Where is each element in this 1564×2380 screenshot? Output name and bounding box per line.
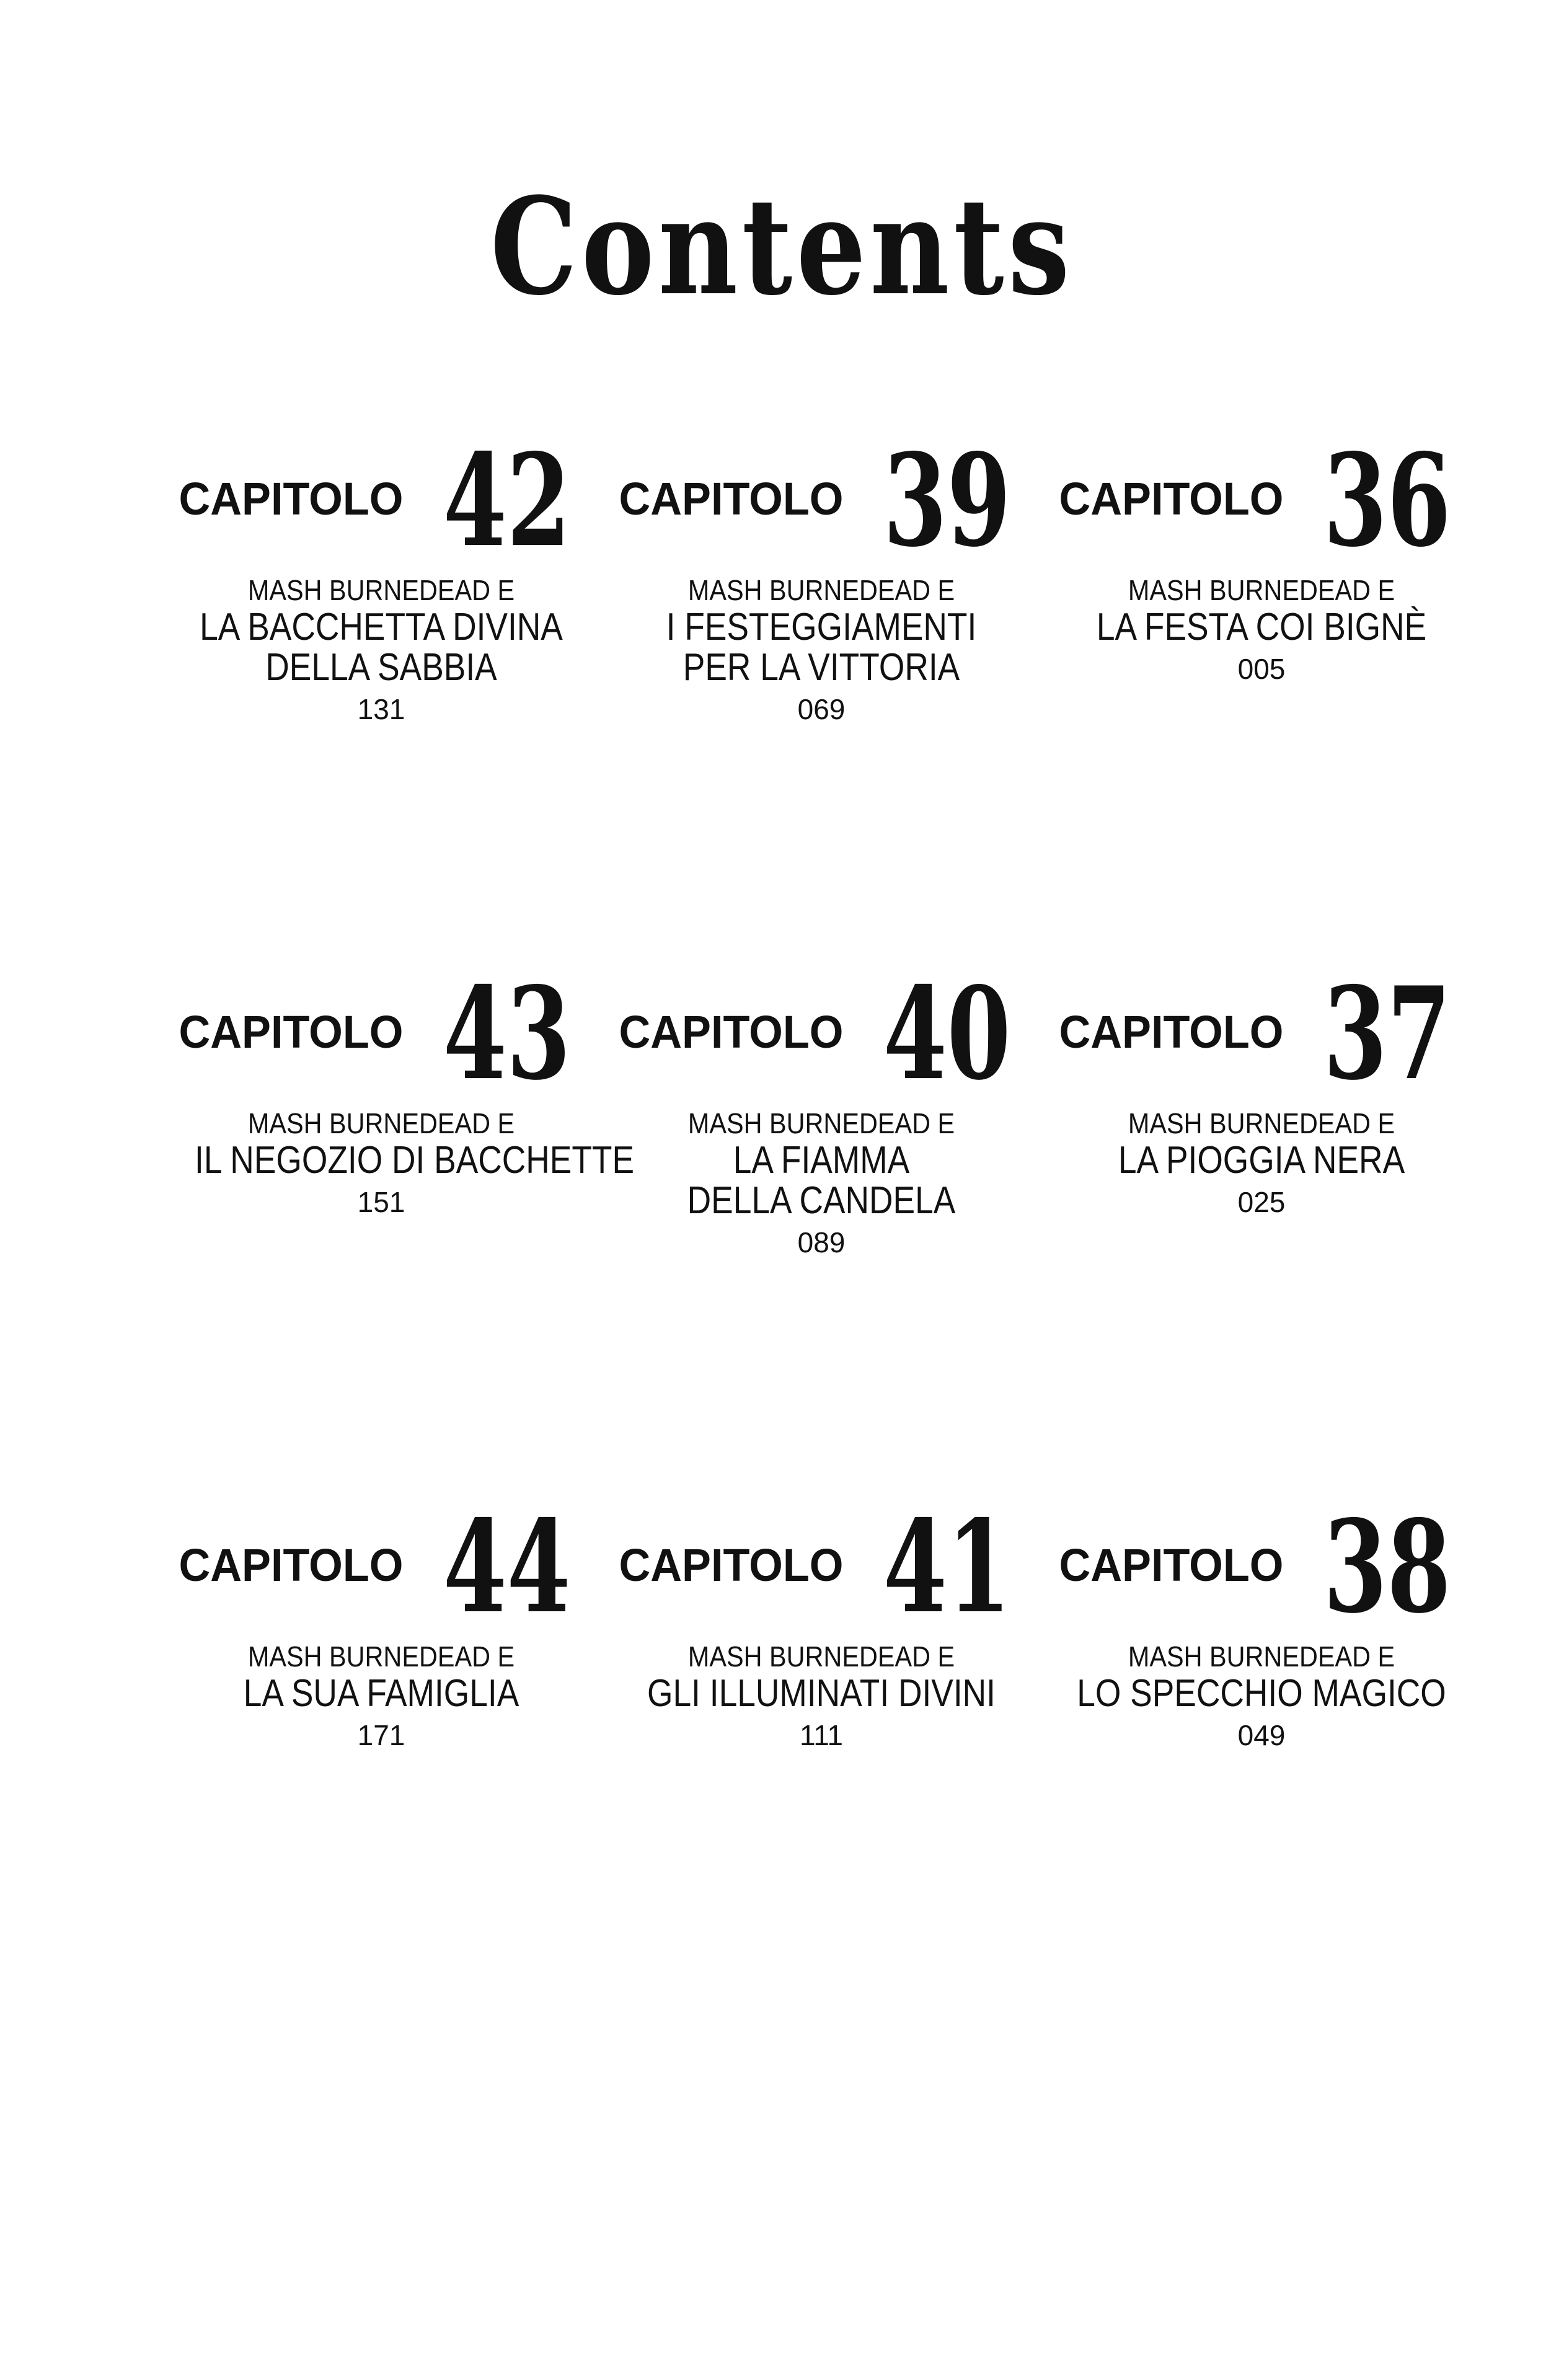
chapter-number: 38: [1323, 1492, 1451, 1642]
chapter-heading: [604, 959, 1038, 1108]
chapter-heading: [164, 426, 598, 575]
chapter-entry-41[interactable]: [604, 1492, 1038, 1751]
chapter-subtitle: MASH BURNEDEAD E: [687, 574, 955, 606]
chapter-label: CAPITOLO: [619, 1006, 844, 1058]
chapter-title-line: IL NEGOZIO DI BACCHETTE: [195, 1138, 635, 1182]
chapter-page-number: 089: [797, 1226, 846, 1259]
chapter-subtitle: MASH BURNEDEAD E: [687, 1107, 955, 1139]
chapter-number: 44: [443, 1492, 571, 1642]
chapter-title-line: LA PIOGGIA NERA: [1118, 1138, 1405, 1182]
chapter-heading: [604, 1492, 1038, 1642]
chapter-title-line: PER LA VITTORIA: [683, 645, 960, 689]
chapter-number: 43: [443, 959, 571, 1108]
chapter-page-number: 131: [357, 693, 405, 726]
chapter-label: CAPITOLO: [1059, 473, 1284, 524]
chapter-subtitle: MASH BURNEDEAD E: [687, 1640, 955, 1673]
chapter-page-number: 069: [797, 693, 846, 726]
chapter-number: 37: [1323, 959, 1451, 1108]
chapter-title-line: DELLA CANDELA: [687, 1179, 956, 1222]
chapter-entry-40[interactable]: [604, 959, 1038, 1259]
chapter-subtitle: MASH BURNEDEAD E: [1128, 1107, 1395, 1139]
chapter-entry-43[interactable]: [164, 959, 635, 1218]
chapter-page-number: 005: [1237, 652, 1286, 685]
chapter-heading: [1045, 426, 1478, 575]
chapter-number: 40: [883, 959, 1011, 1108]
chapter-heading: [164, 1492, 598, 1642]
chapter-page-number: 171: [357, 1719, 405, 1751]
chapter-number: 42: [443, 426, 571, 575]
chapter-title-line: LA SUA FAMIGLIA: [243, 1671, 519, 1715]
chapter-heading: [1045, 959, 1478, 1108]
chapter-title-line: DELLA SABBIA: [265, 645, 497, 689]
chapter-label: CAPITOLO: [1059, 1006, 1284, 1058]
chapter-number: 41: [883, 1492, 1011, 1642]
chapter-label: CAPITOLO: [179, 1539, 404, 1591]
chapter-title-line: LA FIAMMA: [733, 1138, 910, 1182]
chapter-title-line: I FESTEGGIAMENTI: [666, 605, 977, 648]
chapter-subtitle: MASH BURNEDEAD E: [247, 574, 515, 606]
chapter-title-line: LA BACCHETTA DIVINA: [200, 605, 563, 648]
chapter-number: 39: [883, 426, 1011, 575]
chapter-label: CAPITOLO: [619, 473, 844, 524]
chapter-label: CAPITOLO: [179, 1006, 404, 1058]
chapter-heading: [1045, 1492, 1478, 1642]
chapter-page-number: 049: [1237, 1719, 1286, 1751]
chapter-heading: [164, 959, 598, 1108]
chapter-page-number: 151: [357, 1185, 405, 1218]
chapter-entry-38[interactable]: [1045, 1492, 1478, 1751]
chapter-label: CAPITOLO: [179, 473, 404, 524]
chapter-title-line: LA FESTA COI BIGNÈ: [1096, 605, 1427, 648]
chapter-title-line: GLI ILLUMINATI DIVINI: [647, 1671, 996, 1715]
chapter-subtitle: MASH BURNEDEAD E: [247, 1107, 515, 1139]
chapter-page-number: 111: [800, 1719, 843, 1751]
chapter-label: CAPITOLO: [1059, 1539, 1284, 1591]
chapter-heading: [604, 426, 1038, 575]
chapter-title-line: LO SPECCHIO MAGICO: [1077, 1671, 1446, 1715]
chapter-number: 36: [1323, 426, 1451, 575]
chapter-entry-36[interactable]: [1045, 426, 1478, 685]
chapter-entry-44[interactable]: [164, 1492, 598, 1751]
chapter-label: CAPITOLO: [619, 1539, 844, 1591]
chapter-page-number: 025: [1237, 1185, 1286, 1218]
chapter-subtitle: MASH BURNEDEAD E: [1128, 1640, 1395, 1673]
chapter-entry-37[interactable]: [1045, 959, 1478, 1218]
page-title: Contents: [490, 168, 1074, 325]
chapter-subtitle: MASH BURNEDEAD E: [1128, 574, 1395, 606]
chapter-entry-42[interactable]: [164, 426, 598, 726]
chapter-subtitle: MASH BURNEDEAD E: [247, 1640, 515, 1673]
chapter-entry-39[interactable]: [604, 426, 1038, 726]
